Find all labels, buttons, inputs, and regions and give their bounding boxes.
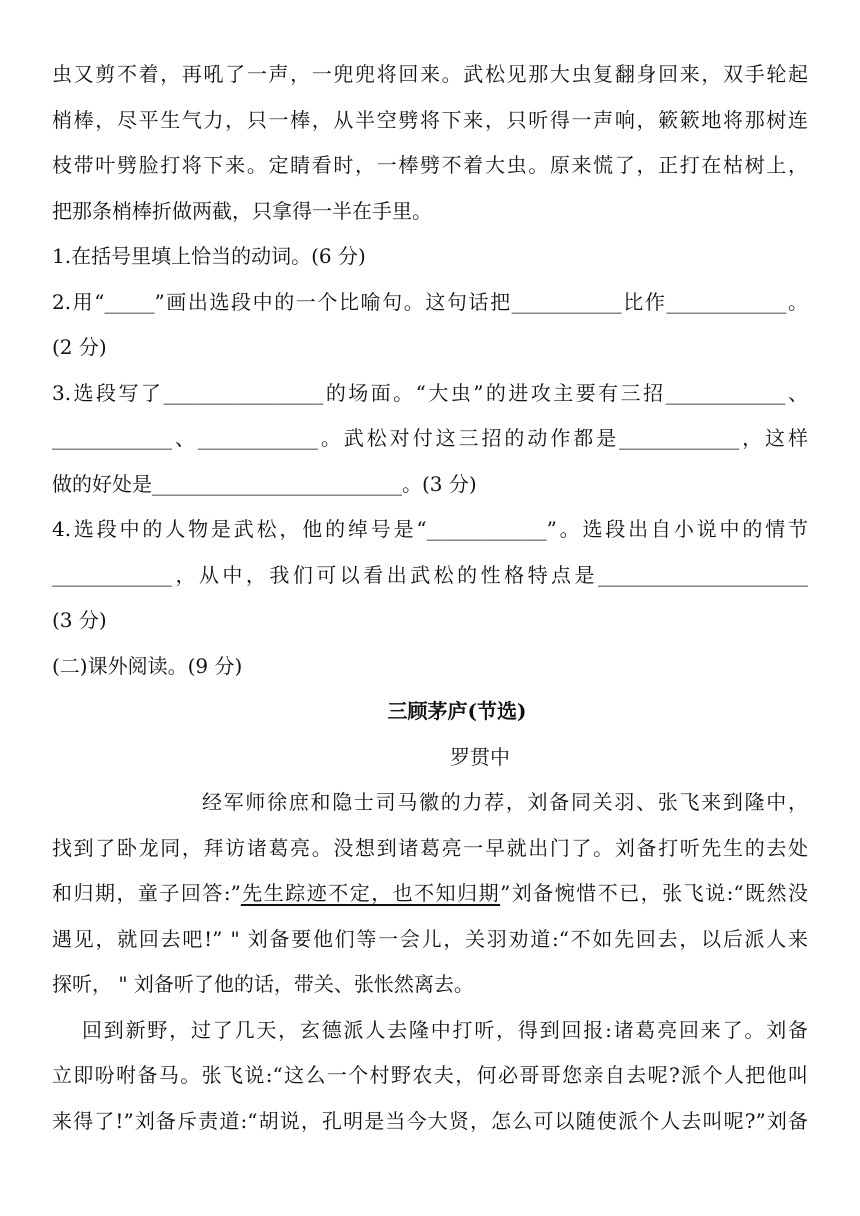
question-4-line-3: (3 分) [52,608,107,632]
question-4-line-2: ____________，从中，我们可以看出武松的性格特点是_____________________ [52,562,808,587]
para-1-line-1: 经军师徐庶和隐士司马徽的力荐，刘备同关羽、张飞来到隆中， [202,790,808,814]
para-1-line-4: 遇见，就回去吧!” " 刘备要他们等一会儿，关羽劝道:“不如先回去，以后派人来 [52,926,808,951]
document-page [52,52,808,1144]
para-1-line-3-post: ”刘备惋惜不已，张飞说:“既然没 [500,881,808,905]
question-4-line-1: 4.选段中的人物是武松，他的绰号是“____________”。选段出自小说中的情节 [52,517,808,541]
para-1-line-2: 找到了卧龙同，拜访诸葛亮。没想到诸葛亮一早就出门了。刘备打听先生的去处 [52,835,808,860]
question-2-line-2: (2 分) [52,335,107,359]
para-1-line-5: 探听， " 刘备听了他的话，带关、张怅然离去。 [52,972,474,996]
para-1-line-3-pre: 和归期，童子回答:” [52,881,241,905]
para-2-line-3: 来得了!”刘备斥责道:“胡说，孔明是当今大贤，怎么可以随使派个人去叫呢?”刘备 [52,1108,808,1133]
para-2-line-2: 立即吩咐备马。张飞说:“这么一个村野农夫，何必哥哥您亲自去呢?派个人把他叫 [52,1063,808,1087]
underlined-quote: 先生踪迹不定，也不知归期 [240,881,501,905]
passage-author: 罗贯中 [450,744,510,769]
section-2-heading: (二)课外阅读。(9 分) [52,653,243,678]
question-1: 1.在括号里填上恰当的动词。(6 分) [52,244,366,268]
excerpt-line-4: 把那条梢棒折做两截，只拿得一半在手里。 [52,198,432,223]
excerpt-line-2: 梢棒，尽平生气力，只一棒，从半空劈将下来，只听得一声响，簌簌地将那树连 [52,107,808,132]
question-2-line-1: 2.用“_____”画出选段中的一个比喻句。这句话把___________比作____________。 [52,289,808,314]
question-3-line-3: 做的好处是_________________________。(3 分) [52,471,477,496]
para-1-line-3 [52,871,808,917]
question-3-line-2: ____________、____________。武松对付这三招的动作都是____________，这样 [52,426,808,450]
excerpt-line-3: 枝带叶劈脸打将下来。定睛看时，一棒劈不着大虫。原来慌了，正打在枯树上， [52,153,808,177]
passage-title: 三顾茅庐(节选) [387,699,527,723]
question-3-line-1: 3.选段写了________________的场面。“大虫”的进攻主要有三招____________、 [52,380,808,405]
excerpt-line-1: 虫又剪不着，再吼了一声，一兜兜将回来。武松见那大虫复翻身回来，双手轮起 [52,62,808,86]
para-2-line-1: 回到新野，过了几天，玄德派人去隆中打听，得到回报:诸葛亮回来了。刘备 [82,1017,808,1042]
